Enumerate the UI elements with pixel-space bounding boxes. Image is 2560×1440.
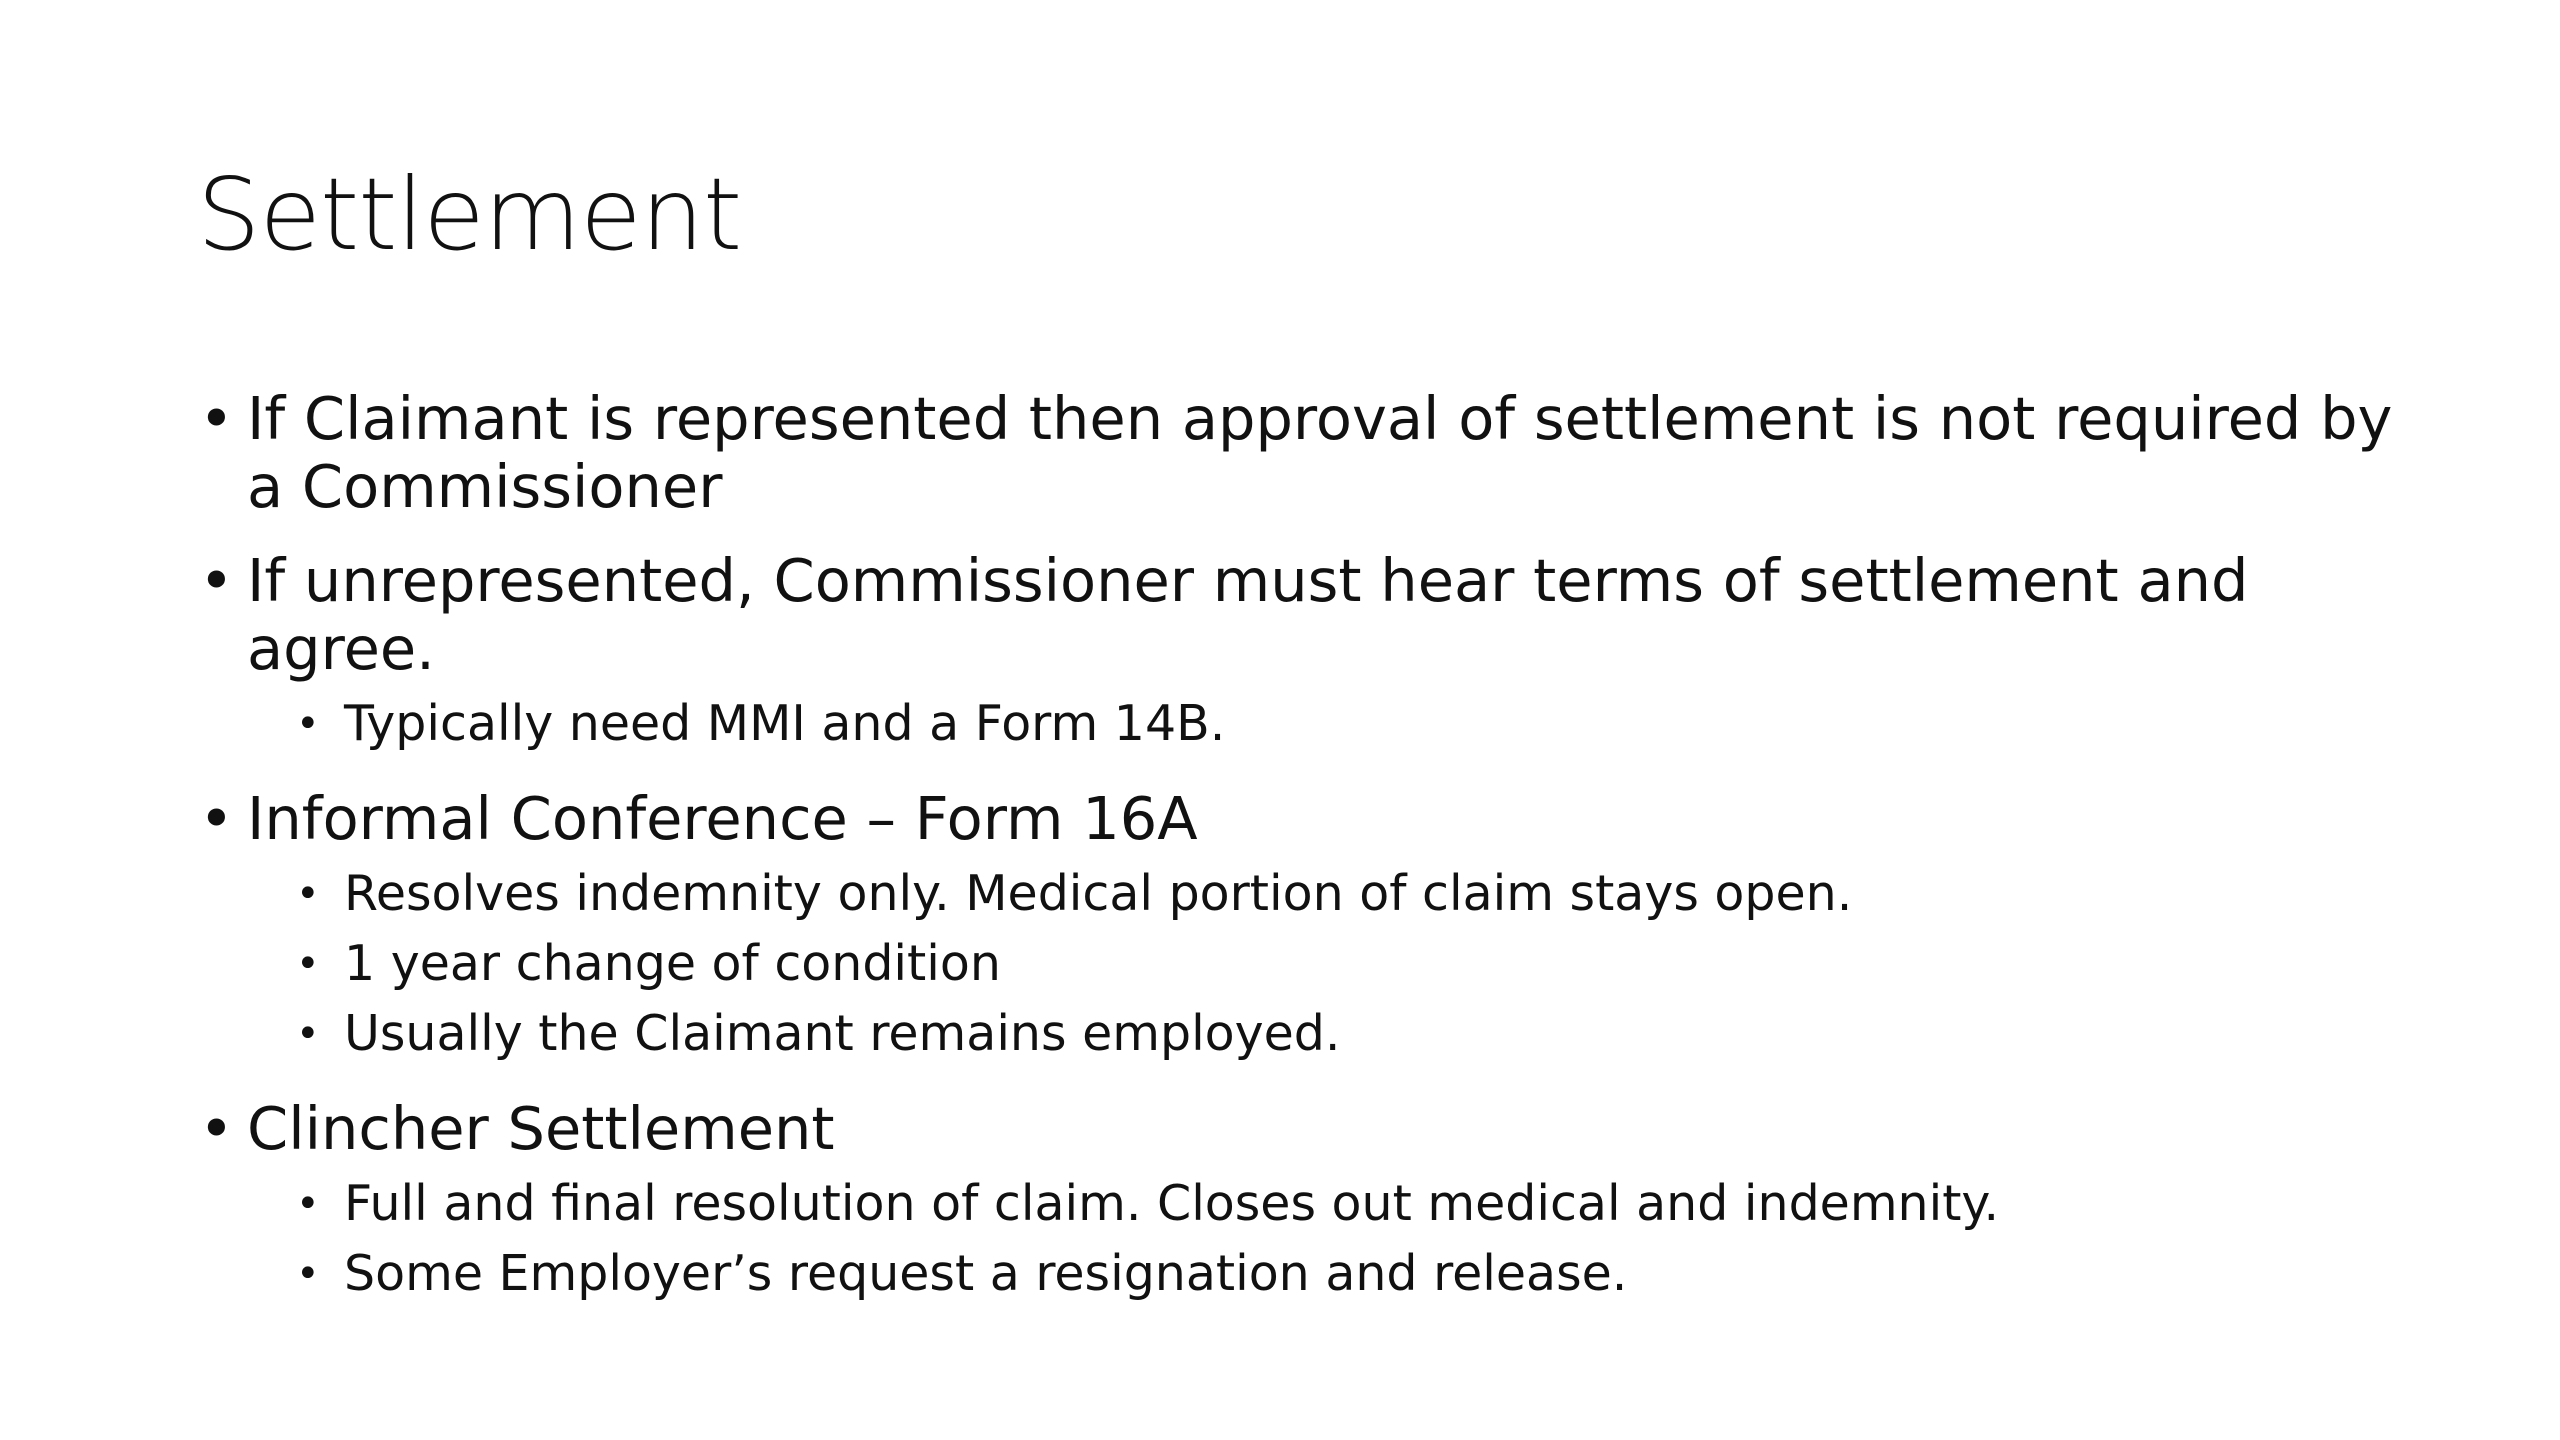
bullet-icon: • — [199, 1094, 234, 1163]
sub-bullet-icon: • — [296, 1181, 320, 1227]
sub-bullet-text: Resolves indemnity only. Medical portion of claim stays open. — [344, 865, 1853, 922]
sub-bullet-text: Some Employer’s request a resignation and release. — [344, 1245, 1628, 1302]
bullet-icon: • — [199, 384, 234, 453]
sub-bullet-item — [247, 1169, 2427, 1239]
sub-bullet-item — [247, 859, 2427, 929]
bullet-text: Informal Conference – Form 16A — [247, 784, 1198, 853]
sub-bullet-icon: • — [296, 1011, 320, 1057]
bullet-item — [197, 547, 2427, 759]
sub-bullet-icon: • — [296, 701, 320, 747]
bullet-item — [197, 1095, 2427, 1309]
bullet-item — [197, 785, 2427, 1069]
sub-bullet-item — [247, 689, 2427, 759]
bullet-text: Clincher Settlement — [247, 1094, 835, 1163]
bullet-list — [197, 385, 2427, 1309]
sub-bullet-item — [247, 1239, 2427, 1309]
sub-bullet-list — [247, 859, 2427, 1069]
sub-bullet-text: 1 year change of condition — [344, 935, 1001, 992]
sub-bullet-list — [247, 689, 2427, 759]
sub-bullet-list — [247, 1169, 2427, 1309]
sub-bullet-icon: • — [296, 1251, 320, 1297]
bullet-text: If unrepresented, Commissioner must hear terms of settlement and agree. — [247, 546, 2249, 683]
sub-bullet-text: Typically need MMI and a Form 14B. — [344, 695, 1226, 752]
sub-bullet-text: Full and final resolution of claim. Closes out medical and indemnity. — [344, 1175, 2000, 1232]
bullet-text: If Claimant is represented then approval of settlement is not required by a Commissioner — [247, 384, 2393, 521]
bullet-item — [197, 385, 2427, 521]
sub-bullet-icon: • — [296, 871, 320, 917]
bullet-icon: • — [199, 784, 234, 853]
bullet-icon: • — [199, 546, 234, 615]
slide-title: Settlement — [197, 156, 742, 273]
sub-bullet-icon: • — [296, 941, 320, 987]
sub-bullet-text: Usually the Claimant remains employed. — [344, 1005, 1341, 1062]
sub-bullet-item — [247, 929, 2427, 999]
sub-bullet-item — [247, 999, 2427, 1069]
